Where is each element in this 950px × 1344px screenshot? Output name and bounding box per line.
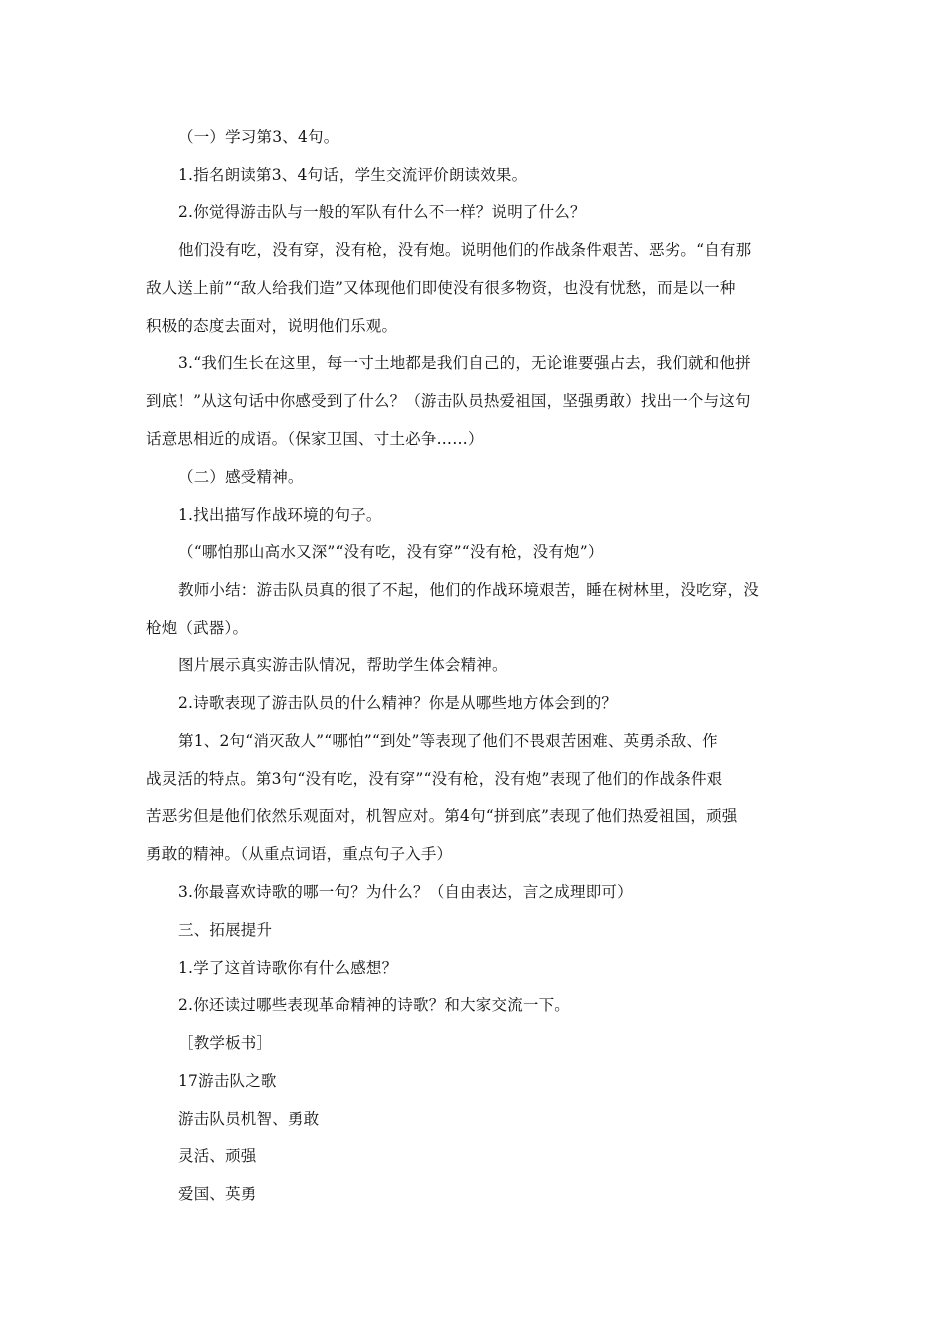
paragraph-line: 教师小结：游击队员真的很了不起，他们的作战环境艰苦，睡在树林里，没吃穿，没: [178, 581, 759, 599]
paragraph-line: 2.诗歌表现了游击队员的什么精神？你是从哪些地方体会到的？: [178, 694, 618, 712]
paragraph-line: 积极的态度去面对，说明他们乐观。: [146, 317, 398, 335]
paragraph-line: 勇敢的精神。（从重点词语，重点句子入手）: [146, 845, 453, 863]
paragraph-line: 3.你最喜欢诗歌的哪一句？为什么？（自由表达，言之成理即可）: [178, 883, 633, 901]
paragraph-line: 第1、2句“消灭敌人”“哪怕”“到处”等表现了他们不畏艰苦困难、英勇杀敌、作: [178, 732, 718, 750]
paragraph-line: 枪炮（武器）。: [146, 619, 249, 637]
paragraph-line: 战灵活的特点。第3句“没有吃，没有穿”“没有枪，没有炮”表现了他们的作战条件艰: [146, 770, 723, 788]
paragraph-line: 2.你觉得游击队与一般的军队有什么不一样？说明了什么？: [178, 203, 586, 221]
paragraph-line: 1.学了这首诗歌你有什么感想？: [178, 959, 398, 977]
board-line: 灵活、顽强: [178, 1147, 257, 1165]
paragraph-line: 2.你还读过哪些表现革命精神的诗歌？和大家交流一下。: [178, 996, 570, 1014]
paragraph-line: 3.“我们生长在这里，每一寸土地都是我们自己的，无论谁要强占去，我们就和他拼: [178, 354, 751, 372]
paragraph-line: 图片展示真实游击队情况，帮助学生体会精神。: [178, 656, 508, 674]
board-heading: ［教学板书］: [178, 1034, 273, 1052]
board-line: 游击队员机智、勇敢: [178, 1110, 320, 1128]
paragraph-line: （“哪怕那山高水又深”“没有吃，没有穿”“没有枪，没有炮”）: [178, 543, 604, 561]
board-title: 17游击队之歌: [178, 1072, 277, 1090]
paragraph-line: 到底！”从这句话中你感受到了什么？（游击队员热爱祖国，坚强勇敢）找出一个与这句: [146, 392, 751, 410]
paragraph-line: 1.指名朗读第3、4句话，学生交流评价朗读效果。: [178, 166, 528, 184]
section-heading-3: 三、拓展提升: [178, 921, 273, 939]
board-line: 爱国、英勇: [178, 1185, 257, 1203]
paragraph-line: 他们没有吃，没有穿，没有枪，没有炮。说明他们的作战条件艰苦、恶劣。“自有那: [178, 241, 752, 259]
paragraph-line: 话意思相近的成语。（保家卫国、寸土必争……）: [146, 430, 484, 448]
paragraph-line: 苦恶劣但是他们依然乐观面对，机智应对。第4句“拼到底”表现了他们热爱祖国，顽强: [146, 807, 738, 825]
section-heading-2: （二）感受精神。: [178, 468, 304, 486]
section-heading-1: （一）学习第3、4句。: [178, 128, 340, 146]
paragraph-line: 敌人送上前”“敌人给我们造”又体现他们即使没有很多物资，也没有忧愁，而是以一种: [146, 279, 736, 297]
paragraph-line: 1.找出描写作战环境的句子。: [178, 506, 382, 524]
